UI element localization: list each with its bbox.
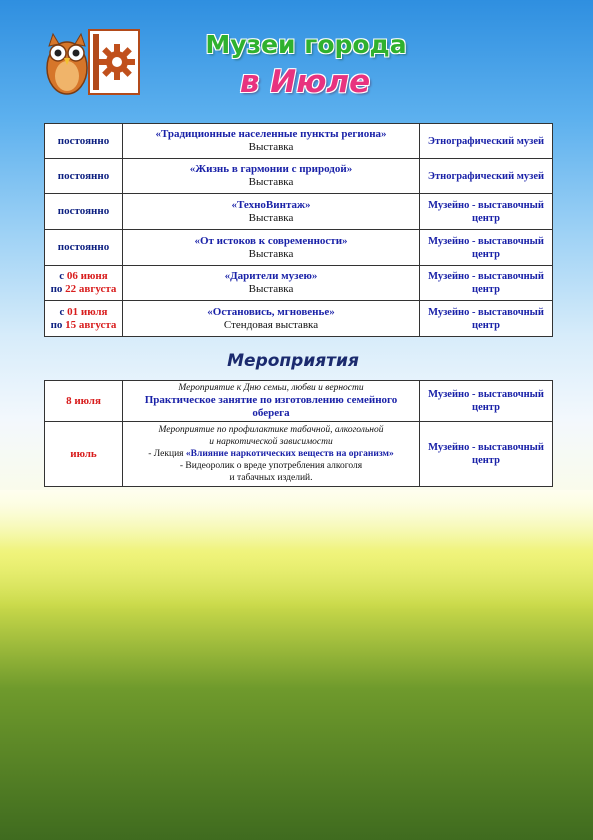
table-row bbox=[45, 381, 553, 422]
event-title: Практическое занятие по изготовлению семейного оберега bbox=[144, 394, 398, 419]
event-lecture bbox=[126, 448, 416, 460]
date-from: 01 июля bbox=[67, 305, 108, 318]
exhibition-cell bbox=[123, 159, 420, 194]
exhibition-name: «ТехноВинтаж» bbox=[231, 198, 311, 211]
date-cell: постоянно bbox=[45, 230, 123, 266]
table-row bbox=[45, 422, 553, 487]
exhibition-type: Выставка bbox=[248, 247, 294, 260]
date-to-prefix: по bbox=[50, 283, 63, 295]
event-date-cell: 8 июля bbox=[45, 381, 123, 422]
date-from-prefix: с bbox=[59, 305, 65, 318]
event-video: и табачных изделий. bbox=[229, 473, 313, 483]
events-heading: Мероприятия bbox=[227, 351, 359, 371]
owl-logo bbox=[43, 26, 141, 98]
exhibitions-table bbox=[44, 123, 553, 337]
museum-cell: Музейно - выставочный центр bbox=[420, 301, 553, 337]
page-title: Музеи города bbox=[205, 30, 407, 59]
exhibition-name: «Традиционные населенные пункты региона» bbox=[155, 128, 387, 140]
event-intro: Мероприятие по профилактике табачной, алкогольной bbox=[158, 425, 384, 435]
events-table bbox=[44, 380, 553, 487]
event-cell bbox=[123, 381, 420, 422]
event-cell bbox=[123, 422, 420, 487]
event-date-cell: июль bbox=[45, 422, 123, 487]
date-from-prefix: с bbox=[59, 270, 65, 282]
date-cell bbox=[45, 301, 123, 337]
museum-cell: Этнографический музей bbox=[420, 124, 553, 159]
date-cell bbox=[45, 266, 123, 301]
lecture-title: «Влияние наркотических веществ на организм» bbox=[185, 449, 394, 459]
exhibition-cell bbox=[123, 230, 420, 266]
exhibition-name: «Жизнь в гармонии с природой» bbox=[189, 163, 353, 175]
table-row bbox=[45, 301, 553, 337]
museum-cell: Музейно - выставочный центр bbox=[420, 422, 553, 487]
exhibition-type: Выставка bbox=[248, 283, 294, 295]
exhibition-cell bbox=[123, 194, 420, 230]
exhibition-type: Стендовая выставка bbox=[223, 318, 319, 331]
event-intro: Мероприятие к Дню семьи, любви и верности bbox=[178, 383, 364, 393]
table-row bbox=[45, 124, 553, 159]
museum-cell: Музейно - выставочный центр bbox=[420, 194, 553, 230]
museum-cell: Музейно - выставочный центр bbox=[420, 230, 553, 266]
date-to-prefix: по bbox=[50, 318, 63, 331]
exhibition-type: Выставка bbox=[248, 211, 294, 224]
exhibition-type: Выставка bbox=[248, 141, 294, 153]
exhibition-name: «От истоков к современности» bbox=[194, 234, 348, 247]
date-cell: постоянно bbox=[45, 159, 123, 194]
date-from: 06 июня bbox=[66, 270, 108, 282]
daisy-meadow-background bbox=[0, 490, 593, 840]
exhibition-type: Выставка bbox=[248, 176, 294, 188]
event-intro: и наркотической зависимости bbox=[209, 437, 333, 447]
sunlight-glow bbox=[0, 490, 593, 610]
lecture-prefix: - Лекция bbox=[148, 449, 184, 459]
table-row bbox=[45, 230, 553, 266]
date-cell: постоянно bbox=[45, 124, 123, 159]
exhibition-cell bbox=[123, 124, 420, 159]
exhibition-name: «Дарители музею» bbox=[224, 270, 318, 282]
table-row bbox=[45, 266, 553, 301]
exhibition-cell bbox=[123, 266, 420, 301]
museum-cell: Этнографический музей bbox=[420, 159, 553, 194]
page-subtitle-month: в Июле bbox=[239, 64, 371, 100]
event-video: - Видеоролик о вреде употребления алкоголя bbox=[179, 461, 363, 471]
table-row bbox=[45, 194, 553, 230]
exhibition-cell bbox=[123, 301, 420, 337]
date-cell: постоянно bbox=[45, 194, 123, 230]
table-row bbox=[45, 159, 553, 194]
date-to: 22 августа bbox=[65, 283, 117, 295]
date-to: 15 августа bbox=[65, 318, 117, 331]
exhibition-name: «Остановись, мгновенье» bbox=[207, 305, 335, 318]
museum-cell: Музейно - выставочный центр bbox=[420, 266, 553, 301]
museum-cell: Музейно - выставочный центр bbox=[420, 381, 553, 422]
